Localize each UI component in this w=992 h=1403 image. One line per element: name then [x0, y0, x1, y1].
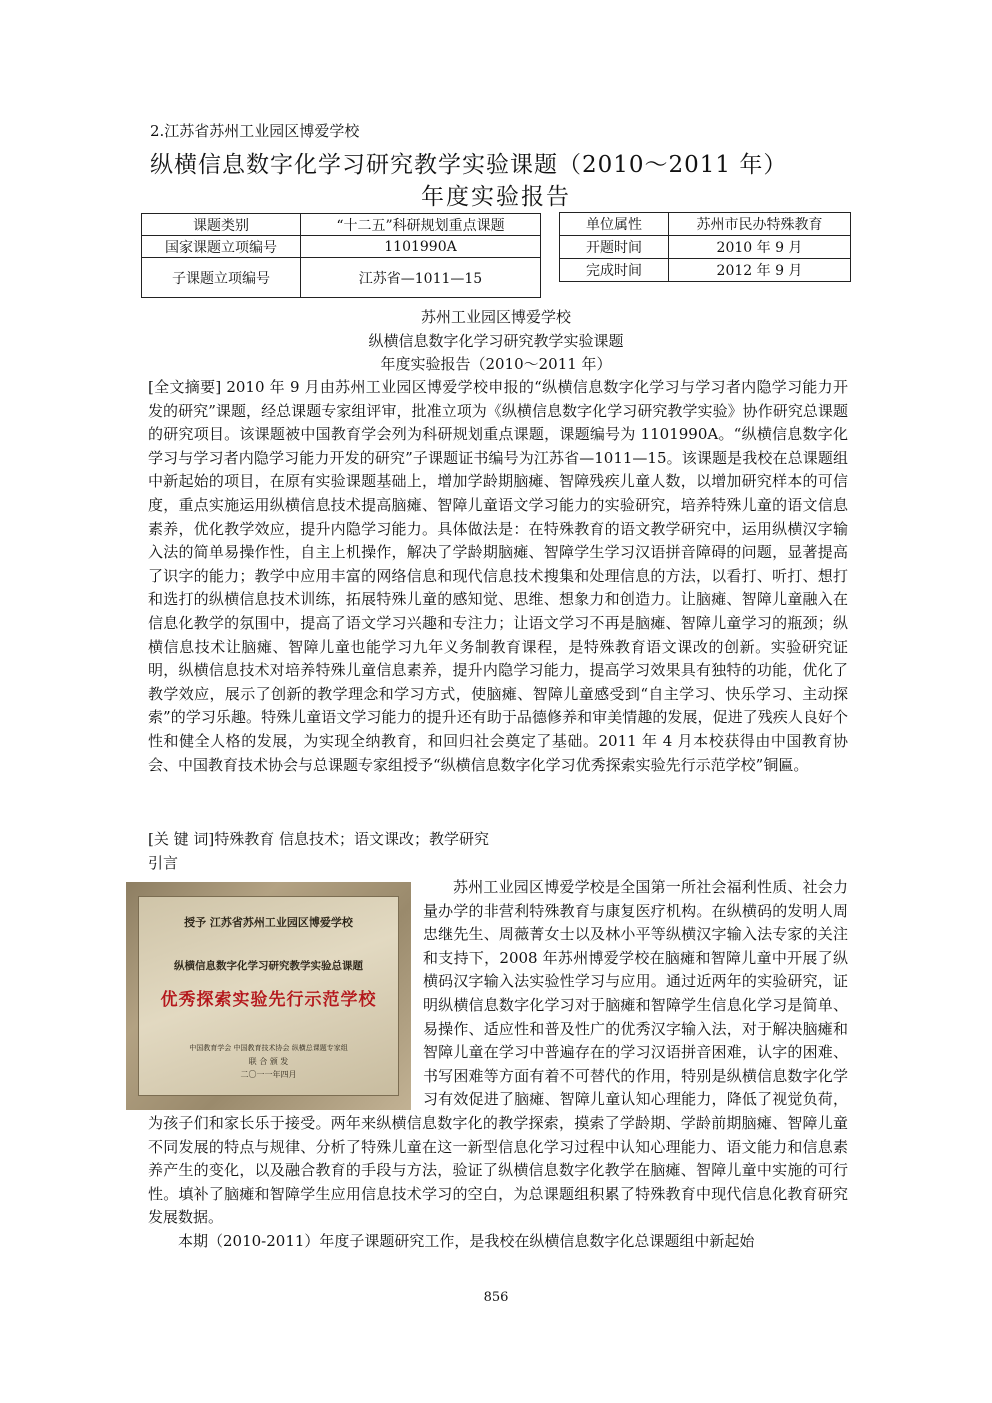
plaque-line: 授予 江苏省苏州工业园区博爱学校 — [184, 916, 353, 929]
table-cell-label: 单位属性 — [560, 213, 669, 236]
table-cell-value: 1101990A — [301, 236, 541, 258]
document-subtitle: 年度实验报告 — [421, 184, 571, 210]
table-row — [142, 214, 541, 236]
table-cell-value: 江苏省—1011—15 — [301, 258, 541, 298]
report-name-line: 年度实验报告（2010～2011 年） — [380, 355, 612, 373]
table-row — [142, 258, 541, 298]
table-cell-value: 苏州市民办特殊教育 — [669, 213, 851, 236]
plaque-line: 中国教育学会 中国教育技术协会 纵横总课题专家组 — [189, 1044, 348, 1052]
unit-info-table — [559, 212, 851, 282]
school-name-line: 苏州工业园区博爱学校 — [420, 308, 571, 326]
plaque-line: 纵横信息数字化学习研究教学实验总课题 — [174, 960, 363, 972]
intro-heading: 引言 — [148, 854, 179, 872]
table-cell-label: 开题时间 — [560, 236, 669, 259]
keywords-line: [关 键 词]特殊教育 信息技术；语文课改；教学研究 — [148, 830, 490, 848]
table-cell-label: 子课题立项编号 — [142, 258, 301, 298]
table-cell-value: 2010 年 9 月 — [669, 236, 851, 259]
plaque-line: 联 合 颁 发 — [248, 1057, 289, 1066]
table-cell-label: 国家课题立项编号 — [142, 236, 301, 258]
table-cell-label: 课题类别 — [142, 214, 301, 236]
table-cell-label: 完成时间 — [560, 259, 669, 282]
plaque-line: 二〇一一年四月 — [240, 1070, 297, 1079]
closing-paragraph: 本期（2010-2011）年度子课题研究工作，是我校在纵横信息数字化总课题组中新起始 — [178, 1231, 755, 1250]
award-plaque-photo — [126, 882, 411, 1110]
table-cell-value: “十二五”科研规划重点课题 — [301, 214, 541, 236]
page-number: 856 — [483, 1290, 509, 1305]
table-row — [560, 259, 851, 282]
abstract-paragraph: [全文摘要] 2010 年 9 月由苏州工业园区博爱学校申报的“纵横信息数字化学习与学习者内隐学习能力开发的研究”课题，经总课题专家组评审，批准立项为《纵横信息数字化学习研究教学实验》协作研究总课题的研究项目。该课题被中国教育学会列为科研规划重点课题，课题编号为 1101990A。“纵横信息数字化学习与学习者内隐学习能力开发的研究”子课题证书编号为江苏省—1011—15。该课题是我校在总课题组中新起始的项目，在原有实验课题基础上，增加学龄期脑瘫、智障残疾儿童人数，以增加研究样本的可信度，重点实施运用纵横信息技术提高脑瘫、智障儿童语文学习能力的实验研究，培养特殊儿童的语文信息素养，优化教学效应，提升内隐学习能力。具体做法是：在特殊教育的语文教学研究中，运用纵横汉字输入法的简单易操作性，自主上机操作，解决了学龄期脑瘫、智障学生学习汉语拼音障碍的问题，显著提高了识字的能力；教学中应用丰富的网络信息和现代信息技术搜集和处理信息的方法，以看打、听打、想打和选打的纵横信息技术训练，拓展特殊儿童的感知觉、思维、想象力和创造力。让脑瘫、智障儿童融入在信息化教学的氛围中，提高了语文学习兴趣和专注力；让语文学习不再是脑瘫、智障儿童学习的瓶颈；纵横信息技术让脑瘫、智障儿童也能学习九年义务制教育课程，是特殊教育语文课改的创新。实验研究证明，纵横信息技术对培养特殊儿童信息素养，提升内隐学习能力，提高学习效果具有独特的功能，优化了教学效应，展示了创新的教学理念和学习方式，使脑瘫、智障儿童感受到“自主学习、快乐学习、主动探索”的学习乐趣。特殊儿童语文学习能力的提升还有助于品德修养和审美情趣的发展，促进了残疾人良好个性和健全人格的发展，为实现全纳教育，和回归社会奠定了基础。2011 年 4 月本校获得由中国教育协会、中国教育技术协会与总课题专家组授予“纵横信息数字化学习优秀探索实验先行示范学校”铜匾。 — [148, 378, 848, 774]
table-row — [142, 236, 541, 258]
section-label: 2.江苏省苏州工业园区博爱学校 — [150, 122, 360, 140]
award-plaque — [138, 896, 399, 1096]
intro-section — [148, 876, 848, 1254]
table-cell-value: 2012 年 9 月 — [669, 259, 851, 282]
table-row — [560, 213, 851, 236]
project-info-table — [141, 213, 541, 298]
project-name-line: 纵横信息数字化学习研究教学实验课题 — [368, 332, 624, 350]
table-row — [560, 236, 851, 259]
document-title: 纵横信息数字化学习研究教学实验课题（2010～2011 年） — [150, 152, 788, 178]
intro-paragraph: 苏州工业园区博爱学校是全国第一所社会福利性质、社会力量办学的非营利特殊教育与康复医疗机构。在纵横码的发明人周忠继先生、周薇菁女士以及林小平等纵横汉字输入法专家的关注和支持下，2008 年苏州博爱学校在脑瘫和智障儿童中开展了纵横码汉字输入法实验性学习与应用。通过近两年的实验研究，证明纵横信息数字化学习对于脑瘫和智障学生信息化学习是简单、易操作、适应性和普及性广的优秀汉字输入法，对于解决脑瘫和智障儿童在学习中普遍存在的学习汉语拼音困难，认字的困难、书写困难等方面有着不可替代的作用，特别是纵横信息数字化学习有效促进了脑瘫、智障儿童认知心理能力，降低了视觉负荷，为孩子们和家长乐于接受。两年来纵横信息数字化的教学探索，摸索了学龄期、学龄前期脑瘫、智障儿童不同发展的特点与规律、分析了特殊儿童在这一新型信息化学习过程中认知心理能力、语文能力和信息素养产生的变化，以及融合教育的手段与方法，验证了纵横信息数字化教学在脑瘫、智障儿童中实施的可行性。填补了脑瘫和智障学生应用信息技术学习的空白，为总课题组积累了特殊教育中现代信息化教育研究发展数据。 — [148, 878, 848, 1227]
plaque-award-title: 优秀探索实验先行示范学校 — [160, 990, 377, 1010]
